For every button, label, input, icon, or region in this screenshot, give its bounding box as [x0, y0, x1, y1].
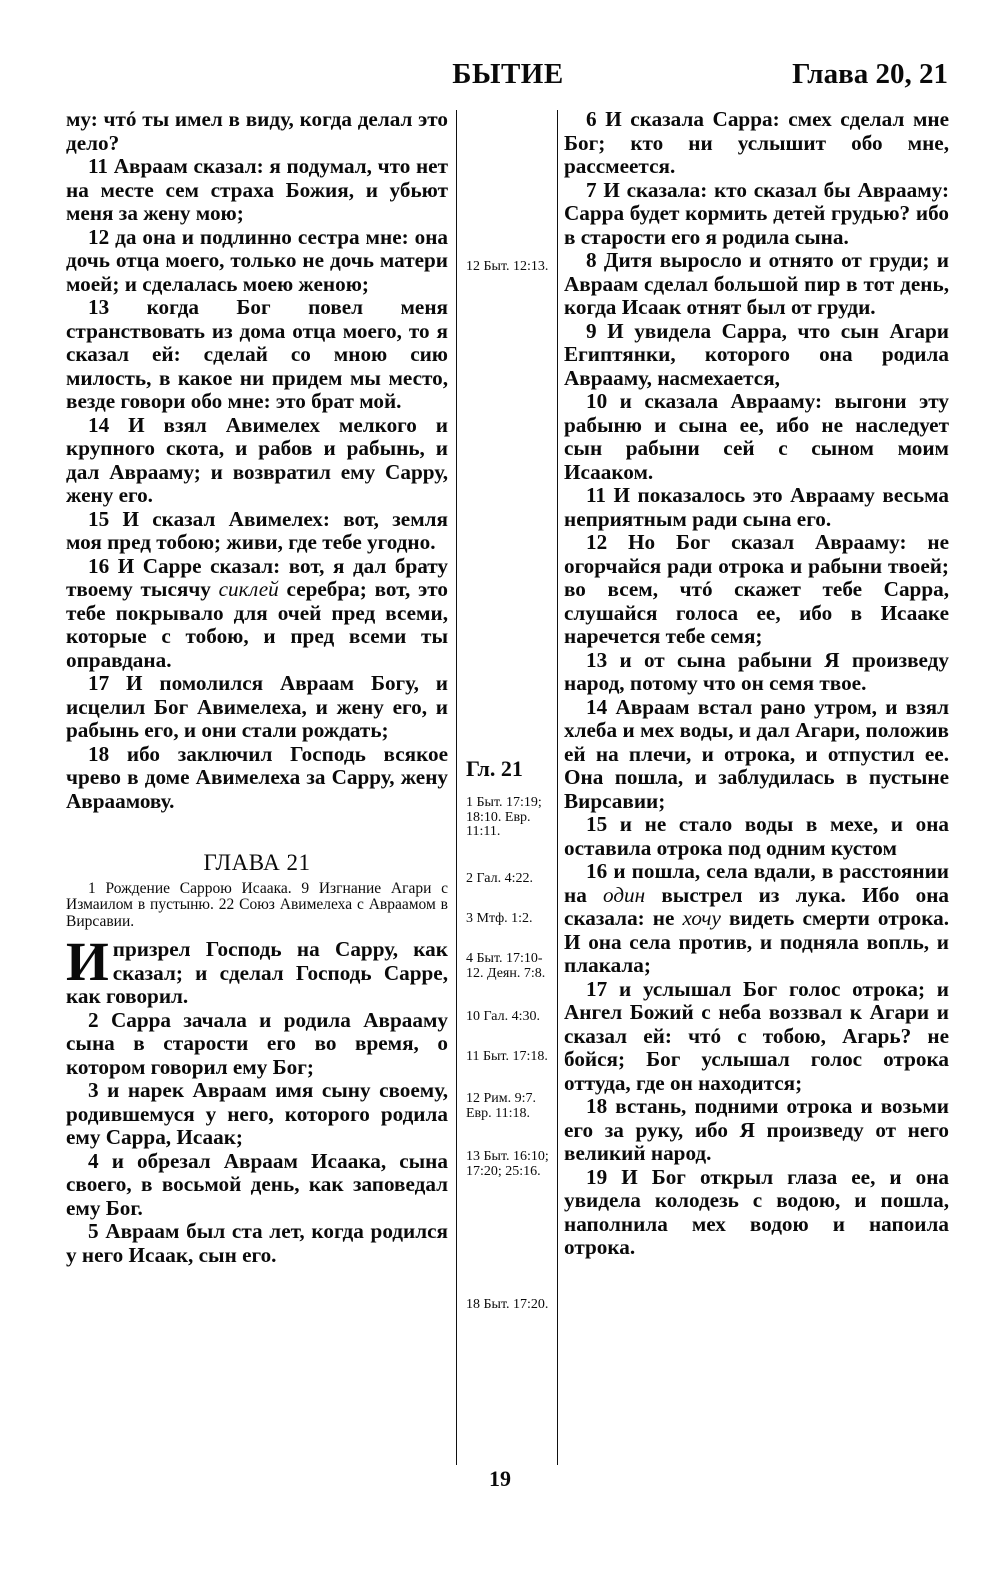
verse-20-18: 18 ибо заключил Господь всякое чрево в доме Авимелеха за Сарру, жену Авраамову. — [66, 741, 448, 813]
margin-note-20-12: 12 Быт. 12:13. — [466, 259, 549, 274]
verse-20-10-continued: му: чтó ты имел в виду, когда делал это дело? — [66, 107, 448, 155]
verse-21-3: 3 и нарек Авраам имя сыну своему, родившемуся у него, которого родила ему Сарра, Исаак; — [66, 1078, 448, 1149]
verse-21-18: 18 встань, подними отрока и возьми его за руку, ибо Я произведу от него великий народ. — [564, 1094, 949, 1165]
verse-21-16-part-c: видеть смерти отрока. И она села против, и подняла вопль, и плакала; — [564, 906, 950, 977]
verse-20-15: 15 И сказал Авимелех: вот, земля моя пред тобою; живи, где тебе угодно. — [66, 506, 448, 554]
verse-20-11: 11 Авраам сказал: я подумал, что нет на месте сем страха Божия, и убьют меня за жену мою; — [66, 154, 448, 225]
verse-20-14: 14 И взял Авимелех мелкого и крупного скота, и рабов и рабынь, и дал Аврааму; и возвратил ему Сарру, жену его. — [66, 412, 448, 507]
verse-20-16-part-b: серебра; вот, это тебе покрывало для очей пред всеми, которые с тобою, и пред всеми ты оправдана. — [66, 577, 448, 672]
verse-21-16-italic-1: один — [603, 882, 646, 907]
verse-21-8: 8 Дитя выросло и отнято от груди; и Авраам сделал большой пир в тот день, когда Исаак отнят был от груди. — [564, 248, 949, 319]
verse-21-5: 5 Авраам был ста лет, когда родился у него Исаак, сын его. — [66, 1219, 448, 1267]
margin-note-21-12: 12 Рим. 9:7. Евр. 11:18. — [466, 1091, 537, 1121]
verse-21-16-part-b: выстрел из лука. Ибо она сказала: не — [564, 882, 950, 930]
verse-21-17: 17 и услышал Бог голос отрока; и Ангел Божий с неба воззвал к Агари и сказал ей: чтó с тобою, Агарь? не бойся; Бог услышал голос отрока оттуда, где он находится; — [564, 976, 949, 1095]
verse-21-1-text: призрел Господь на Сарру, как сказал; и сделал Господь Сарре, как говорил. — [66, 937, 448, 1008]
verse-21-13: 13 и от сына рабыни Я произведу народ, потому что он семя твое. — [564, 647, 949, 695]
chapter-range: Глава 20, 21 — [792, 58, 948, 90]
verse-21-12: 12 Но Бог сказал Аврааму: не огорчайся ради отрока и рабыни твоей; во всем, чтó скажет тебе Сарра, слушайся голоса ее, ибо в Исааке наречется тебе семя; — [564, 530, 949, 648]
column-divider-left — [456, 110, 457, 1465]
verse-21-4: 4 и обрезал Авраам Исаака, сына своего, в восьмой день, как заповедал ему Бог. — [66, 1148, 448, 1220]
verse-21-16-italic-2: хочу — [682, 906, 721, 930]
chapter-summary: 1 Рождение Саррою Исаака. 9 Изгнание Агари с Измаилом в пустыню. 22 Союз Авимелеха с Авраамом в Вирсавии. — [66, 879, 448, 930]
margin-chapter-label: Гл. 21 — [466, 756, 523, 781]
margin-note-21-10: 10 Гал. 4:30. — [466, 1009, 540, 1024]
verse-21-7: 7 И сказала: кто сказал бы Аврааму: Сарра будет кормить детей грудью? ибо в старости его я родила сына. — [564, 177, 949, 249]
margin-note-21-2: 2 Гал. 4:22. — [466, 871, 533, 886]
verse-21-11: 11 И показалось это Аврааму весьма неприятным ради сына его. — [564, 483, 949, 531]
verse-21-16-part-a: 16 и пошла, села вдали, в расстоянии на — [564, 859, 949, 907]
verse-21-14: 14 Авраам встал рано утром, и взял хлеба и мех воды, и дал Агари, положив ей на плечи, и отрока, и отпустил ее. Она пошла, и заблудилась в пустыне Вирсавии; — [564, 694, 949, 813]
verse-20-16-part-a: 16 И Сарре сказал: вот, я дал брату твоему тысячу — [66, 553, 448, 601]
running-header — [66, 58, 950, 98]
verse-20-17: 17 И помолился Авраам Богу, и исцелил Бог Авимелеха, и жену его, и рабынь его, и они стали рождать; — [66, 671, 448, 742]
verse-21-2: 2 Сарра зачала и родила Аврааму сына в старости его во время, о котором говорил ему Бог; — [66, 1007, 448, 1079]
book-title: БЫТИЕ — [452, 58, 564, 90]
verse-20-16 — [66, 555, 448, 673]
verse-21-9: 9 И увидела Сарра, что сын Агари Египтянки, которого она родила Аврааму, насмехается, — [564, 318, 949, 390]
verse-21-16 — [564, 860, 949, 978]
left-column — [66, 108, 448, 1267]
verse-21-1 — [66, 931, 448, 1009]
margin-note-21-11: 11 Быт. 17:18. — [466, 1049, 548, 1064]
chapter-heading: ГЛАВА 21 — [203, 850, 311, 875]
column-divider-right — [557, 110, 558, 1465]
margin-note-21-4: 4 Быт. 17:10-12. Деян. 7:8. — [466, 951, 546, 981]
verse-21-19: 19 И Бог открыл глаза ее, и она увидела колодезь с водою, и пошла, наполнила мех водою и напоила отрока. — [564, 1164, 949, 1259]
drop-cap: И — [66, 931, 109, 992]
verse-21-15: 15 и не стало воды в мехе, и она оставила отрока под одним кустом — [564, 812, 949, 860]
margin-note-21-13: 13 Быт. 16:10; 17:20; 25:16. — [466, 1149, 549, 1179]
verse-21-10: 10 и сказала Аврааму: выгони эту рабыню и сына ее, ибо не наследует сын рабыни сей с сыном моим Исааком. — [564, 389, 949, 484]
margin-note-21-1: 1 Быт. 17:19; 18:10. Евр. 11:11. — [466, 795, 542, 839]
verse-20-12: 12 да она и подлинно сестра мне: она дочь отца моего, только не дочь матери моей; и сделалась моею женою; — [66, 224, 448, 296]
verse-20-16-italic: сиклей — [218, 577, 279, 601]
page-number: 19 — [489, 1466, 511, 1491]
verse-20-13: 13 когда Бог повел меня странствовать из дома отца моего, то я сказал ей: сделай со мною сию милость, в какое ни придем мы место, везде говори обо мне: это брат мой. — [66, 295, 448, 413]
margin-note-21-18: 18 Быт. 17:20. — [466, 1297, 549, 1312]
verse-21-6: 6 И сказала Сарра: смех сделал мне Бог; кто ни услышит обо мне, рассмеется. — [564, 107, 949, 178]
margin-note-21-3: 3 Мтф. 1:2. — [466, 911, 533, 926]
right-column — [564, 108, 949, 1260]
